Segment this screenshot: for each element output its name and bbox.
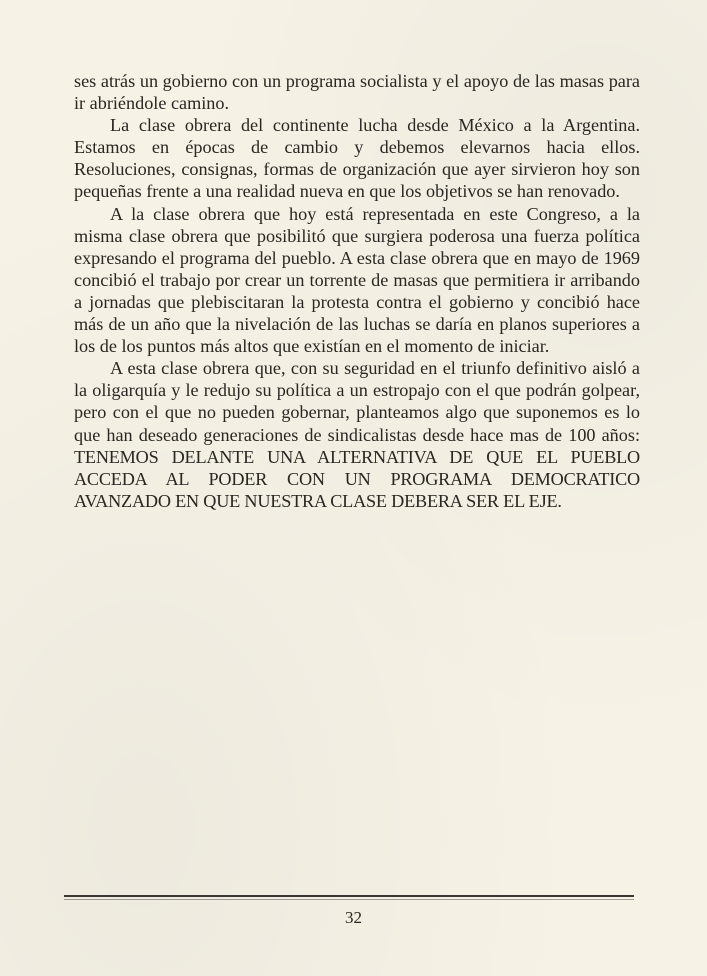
footer-rule (64, 895, 634, 897)
paragraph-2: La clase obrera del continente lucha desde México a la Argentina. Estamos en épocas de cambio y debemos elevarnos hacia ellos. Resoluciones, consignas, formas de organización que ayer sirvieron hoy son pequeñas frente a una realidad nueva en que los objetivos se han renovado. (74, 115, 640, 202)
paragraph-4-capitals: TENEMOS DELANTE UNA ALTERNATIVA DE QUE EL PUEBLO ACCEDA AL PODER CON UN PROGRAMA DEMOCRATICO AVANZADO EN QUE NUESTRA CLASE DEBERA SER EL EJE. (74, 446, 640, 511)
paragraph-1: ses atrás un gobierno con un programa socialista y el apoyo de las masas para ir abriéndole camino. (74, 71, 640, 114)
page-number: 32 (345, 908, 362, 927)
footer-rule-thin (64, 899, 634, 900)
paragraph-4-text: A esta clase obrera que, con su seguridad en el triunfo definitivo aisló a la oligarquía y le redujo su política a un estropajo con el que podrán golpear, pero con el que no pueden gobernar, planteamos algo que suponemos es lo que han deseado generaciones de sindicalistas desde hace mas de 100 años: (74, 358, 640, 445)
paragraph-4 (74, 357, 640, 512)
body-text (74, 70, 640, 512)
paragraph-3: A la clase obrera que hoy está representada en este Congreso, a la misma clase obrera que posibilitó que surgiera poderosa una fuerza política expresando el programa del pueblo. A esta clase obrera que en mayo de 1969 concibió el trabajo por crear un torrente de masas que permitiera ir arribando a jornadas que plebiscitaran la protesta contra el gobierno y concibió hace más de un año que la nivelación de las luchas se daría en planos superiores a los de los puntos más altos que existían en el momento de iniciar. (74, 203, 640, 357)
